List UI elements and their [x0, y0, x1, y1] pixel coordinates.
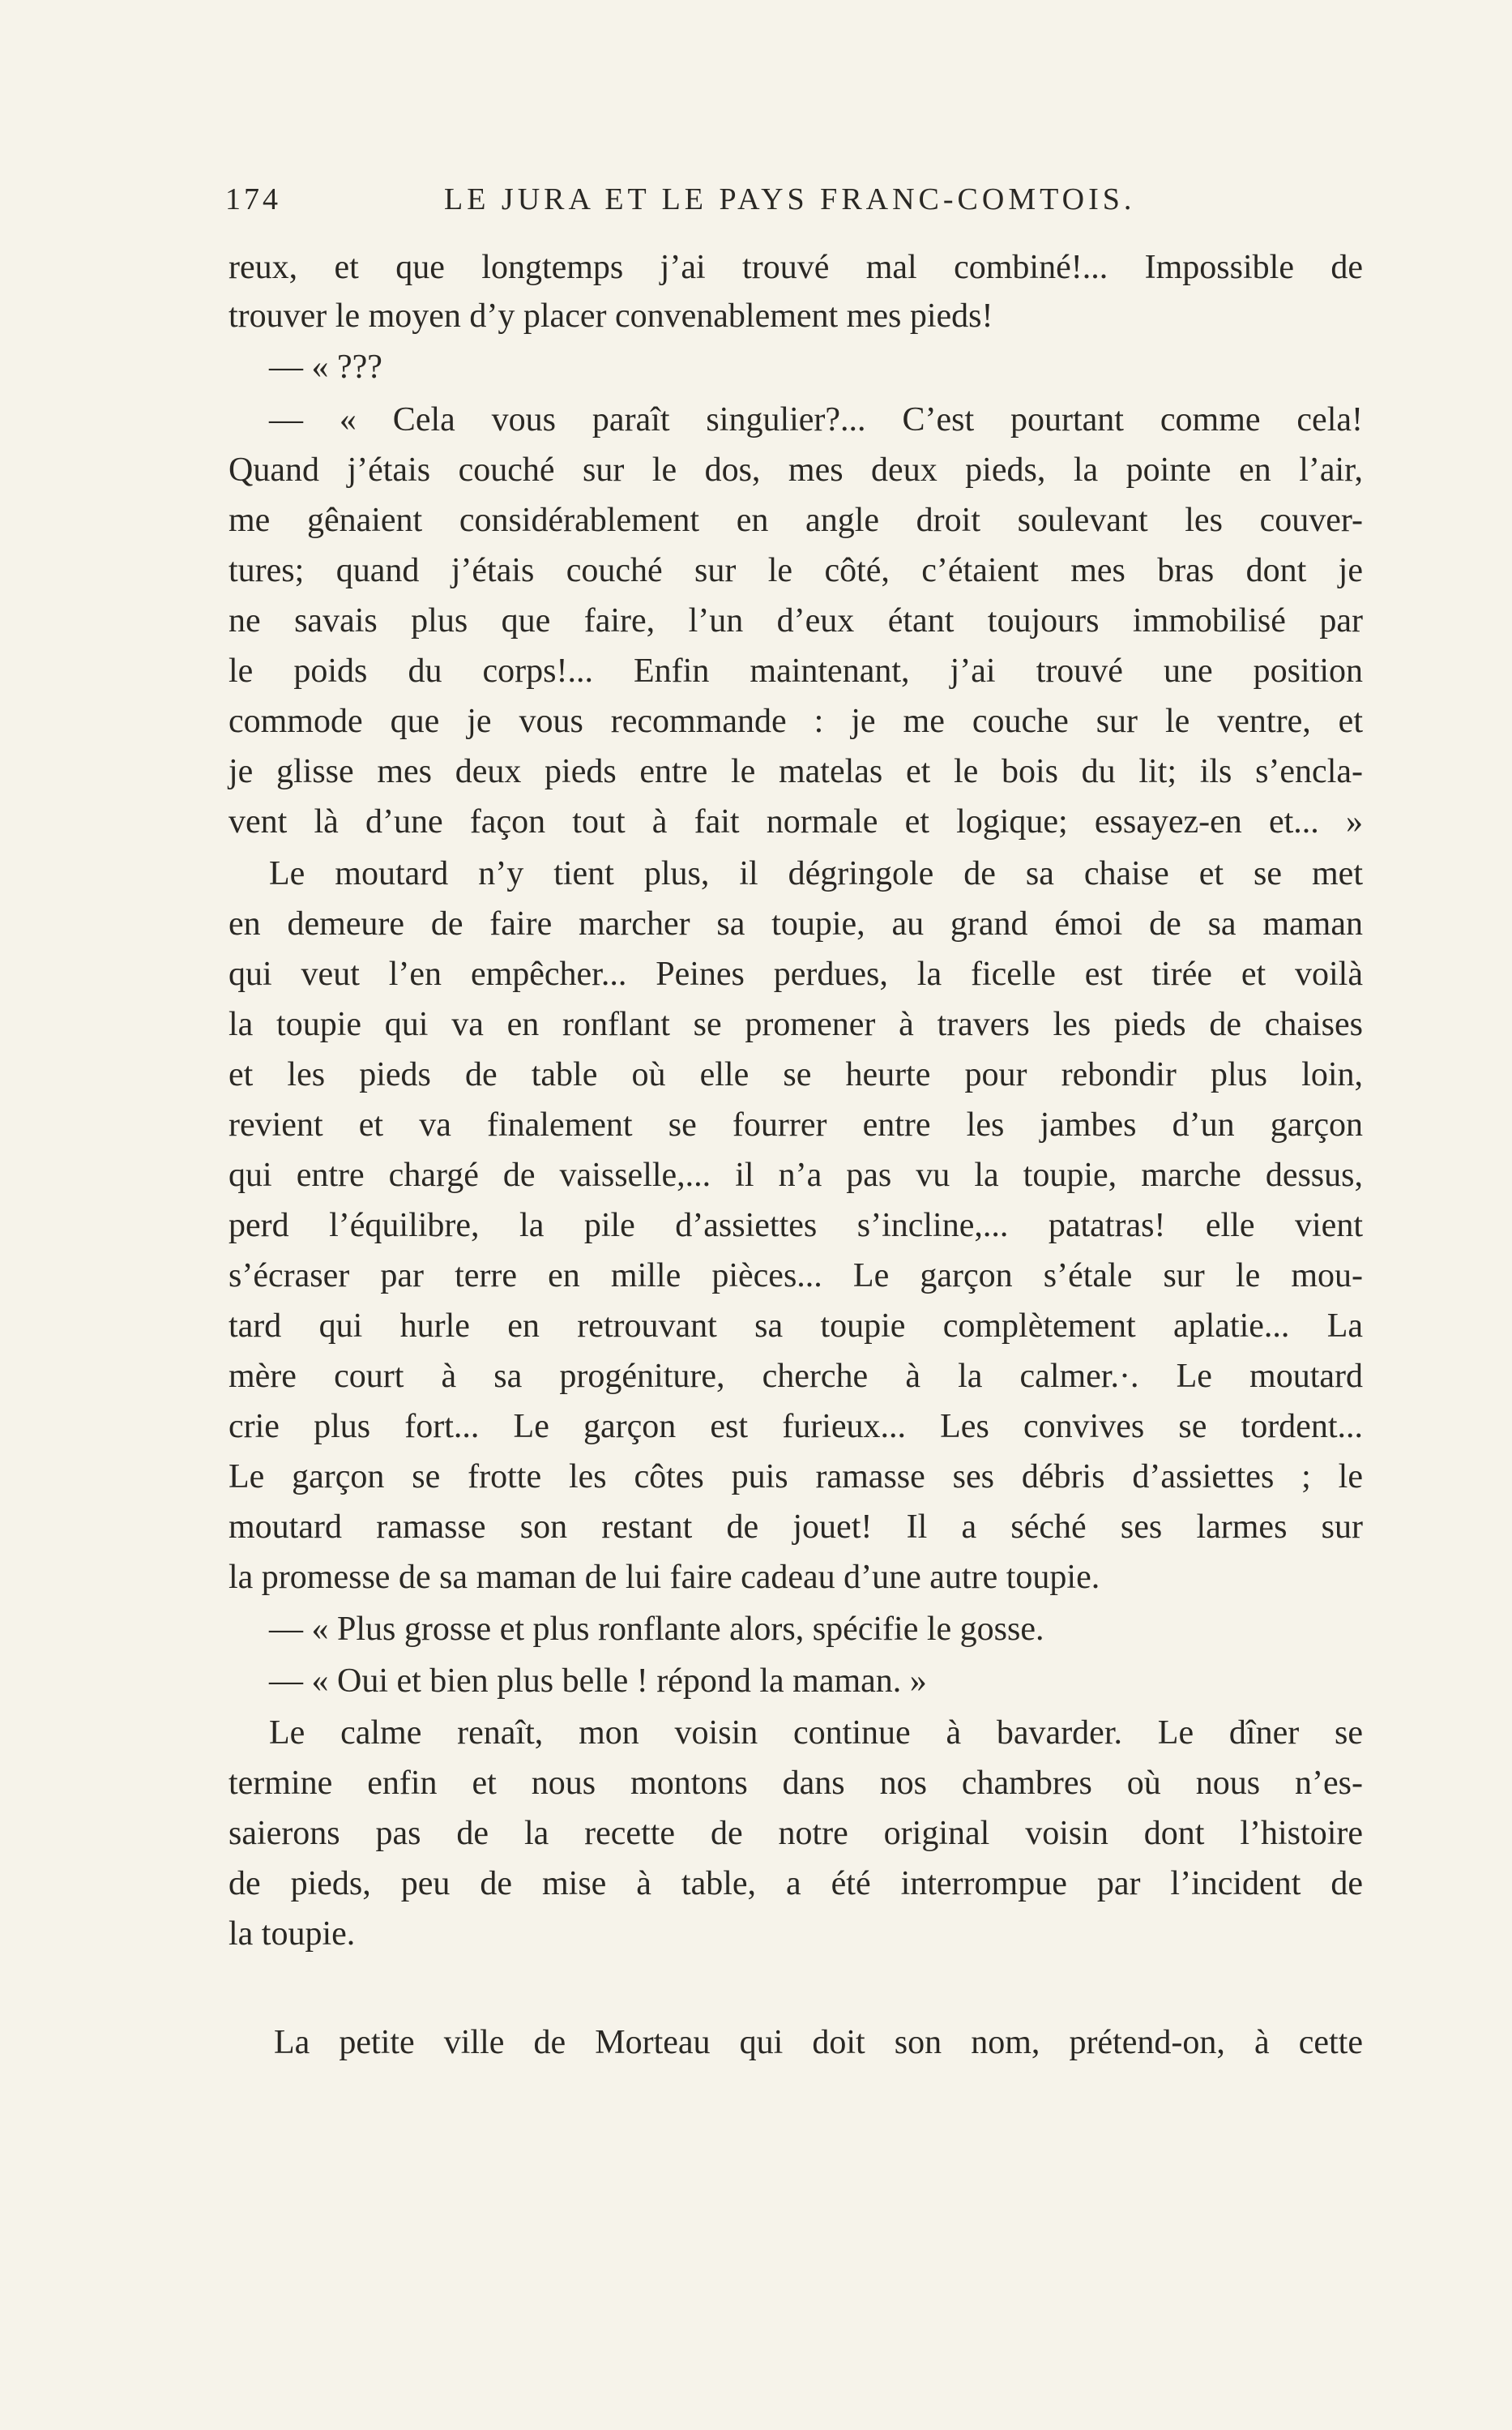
new-section-first-line: La petite ville de Morteau qui doit son nom, prétend-on, à cette — [274, 2024, 1363, 2061]
text-line: commode que je vous recommande : je me couche sur le ventre, et — [229, 703, 1363, 740]
text-line: revient et va finalement se fourrer entre les jambes d’un garçon — [229, 1106, 1363, 1144]
text-line: trouver le moyen d’y placer convenablement mes pieds! — [229, 297, 993, 335]
text-line: ne savais plus que faire, l’un d’eux étant toujours immobilisé par — [229, 602, 1363, 640]
text-line: Le moutard n’y tient plus, il dégringole de sa chaise et se met — [269, 855, 1363, 892]
text-line: et les pieds de table où elle se heurte pour rebondir plus loin, — [229, 1056, 1363, 1093]
text-line: qui entre chargé de vaisselle,... il n’a pas vu la toupie, marche dessus, — [229, 1157, 1363, 1194]
text-line: je glisse mes deux pieds entre le matelas et le bois du lit; ils s’encla- — [229, 753, 1363, 790]
text-line: la toupie qui va en ronflant se promener à travers les pieds de chaises — [229, 1006, 1363, 1043]
text-line: me gênaient considérablement en angle droit soulevant les couver- — [229, 502, 1363, 539]
text-line: crie plus fort... Le garçon est furieux... Les convives se tordent... — [229, 1408, 1363, 1445]
text-line: Le garçon se frotte les côtes puis ramasse ses débris d’assiettes ; le — [229, 1458, 1363, 1495]
text-line: termine enfin et nous montons dans nos chambres où nous n’es- — [229, 1765, 1363, 1802]
text-line: — « ??? — [269, 349, 382, 386]
text-line: s’écraser par terre en mille pièces... Le garçon s’étale sur le mou- — [229, 1257, 1363, 1294]
running-title: LE JURA ET LE PAYS FRANC-COMTOIS. — [444, 182, 1136, 216]
text-line: la toupie. — [229, 1915, 356, 1953]
page-number: 174 — [225, 182, 281, 216]
text-line: en demeure de faire marcher sa toupie, au grand émoi de sa maman — [229, 905, 1363, 943]
text-line: saierons pas de la recette de notre original voisin dont l’histoire — [229, 1815, 1363, 1852]
text-line: tures; quand j’étais couché sur le côté, c’étaient mes bras dont je — [229, 552, 1363, 589]
text-line: moutard ramasse son restant de jouet! Il a séché ses larmes sur — [229, 1508, 1363, 1546]
text-line: qui veut l’en empêcher... Peines perdues, la ficelle est tirée et voilà — [229, 956, 1363, 993]
text-line: — « Cela vous paraît singulier?... C’est pourtant comme cela! — [269, 401, 1363, 439]
text-line: vent là d’une façon tout à fait normale et logique; essayez-en et... » — [229, 803, 1363, 841]
text-line: Le calme renaît, mon voisin continue à bavarder. Le dîner se — [269, 1714, 1363, 1752]
text-line: — « Plus grosse et plus ronflante alors, spécifie le gosse. — [269, 1611, 1044, 1648]
page-header — [225, 182, 1165, 227]
text-line: le poids du corps!... Enfin maintenant, j’ai trouvé une position — [229, 652, 1363, 690]
text-line: de pieds, peu de mise à table, a été interrompue par l’incident de — [229, 1865, 1363, 1902]
text-line: reux, et que longtemps j’ai trouvé mal combiné!... Impossible de — [229, 249, 1363, 286]
text-line: — « Oui et bien plus belle ! répond la maman. » — [269, 1662, 927, 1700]
text-line: tard qui hurle en retrouvant sa toupie complètement aplatie... La — [229, 1307, 1363, 1345]
text-line: Quand j’étais couché sur le dos, mes deux pieds, la pointe en l’air, — [229, 451, 1363, 489]
text-line: mère court à sa progéniture, cherche à la calmer.·. Le moutard — [229, 1358, 1363, 1395]
text-line: perd l’équilibre, la pile d’assiettes s’incline,... patatras! elle vient — [229, 1207, 1363, 1244]
text-line: la promesse de sa maman de lui faire cadeau d’une autre toupie. — [229, 1559, 1100, 1596]
